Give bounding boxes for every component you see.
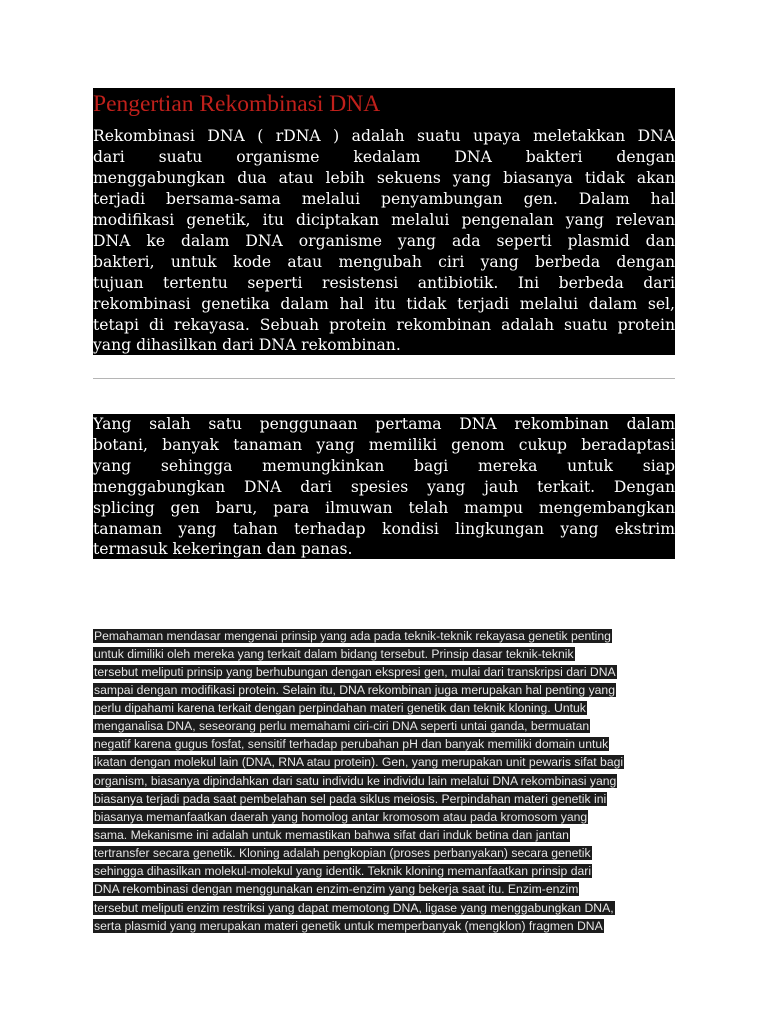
paragraph-line: bakteri, untuk kode atau mengubah ciri yang berbeda dengan [93, 253, 675, 271]
highlighted-text: tertransfer secara genetik. Kloning adalah pengkopian (proses perbanyakan) secara genetik [94, 846, 591, 860]
highlighted-text: tersebut meliputi prinsip yang berhubungan dengan ekspresi gen, mulai dari transkripsi dari DNA [94, 665, 616, 679]
highlighted-text: untuk dimiliki oleh mereka yang terkait dalam bidang tersebut. Prinsip dasar teknik-teknik [94, 647, 574, 661]
paragraph-line: modifikasi genetik, itu diciptakan melalui pengenalan yang relevan [93, 211, 675, 229]
paragraph-line [93, 664, 617, 681]
highlighted-text: Pemahaman mendasar mengenai prinsip yang ada pada teknik-teknik rekayasa genetik penting [94, 629, 611, 643]
paragraph-line [93, 718, 590, 735]
highlighted-text: perlu dipahami karena terkait dengan perpindahan materi genetik dan teknik kloning. Untuk [94, 701, 586, 715]
paragraph-line [93, 918, 604, 935]
paragraph-line: botani, banyak tanaman yang memiliki genom cukup beradaptasi [93, 436, 675, 454]
paragraph-line: terjadi bersama-sama melalui penyambungan gen. Dalam hal [93, 190, 675, 208]
highlighted-text: DNA rekombinasi dengan menggunakan enzim-enzim yang bekerja saat itu. Enzim-enzim [94, 882, 579, 896]
paragraph-line [93, 791, 607, 808]
paragraph-line [93, 845, 592, 862]
highlighted-text: sehingga dihasilkan molekul-molekul yang identik. Teknik kloning memanfaatkan prinsip dari [94, 864, 592, 878]
highlighted-text: biasanya terjadi pada saat pembelahan sel pada siklus meiosis. Perpindahan materi genetik ini [94, 792, 607, 806]
highlighted-text: tersebut meliputi enzim restriksi yang dapat memotong DNA, ligase yang menggabungkan DNA, [94, 901, 614, 915]
paragraph-line: menggabungkan DNA dari spesies yang jauh terkait. Dengan [93, 478, 675, 496]
paragraph-line [93, 900, 615, 917]
highlighted-text: ikatan dengan molekul lain (DNA, RNA atau protein). Gen, yang merupakan unit pewaris sifat bagi [94, 755, 624, 769]
paragraph-line: Rekombinasi DNA ( rDNA ) adalah suatu upaya meletakkan DNA [93, 127, 675, 145]
highlighted-text: biasanya memanfaatkan daerah yang homolog antar kromosom atau pada kromosom yang [94, 810, 588, 824]
paragraph-line [93, 700, 587, 717]
horizontal-divider [93, 378, 675, 379]
paragraph-line: tujuan tertentu seperti resistensi antibiotik. Ini berbeda dari [93, 274, 675, 292]
paragraph-line: rekombinasi genetika dalam hal itu tidak terjadi melalui dalam sel, [93, 295, 675, 313]
paragraph-line [93, 773, 617, 790]
section-basic-principles [93, 628, 683, 938]
paragraph-line [93, 863, 592, 880]
paragraph-line [93, 754, 624, 771]
highlighted-text: organism, biasanya dipindahkan dari satu individu ke individu lain melalui DNA rekombinasi yang [94, 774, 617, 788]
paragraph-line [93, 682, 616, 699]
paragraph-line: yang dihasilkan dari DNA rekombinan. [93, 336, 401, 354]
paragraph-line [93, 809, 588, 826]
paragraph-line [93, 881, 579, 898]
paragraph-line: DNA ke dalam DNA organisme yang ada seperti plasmid dan [93, 232, 675, 250]
paragraph-line: termasuk kekeringan dan panas. [93, 540, 353, 558]
paragraph-line: splicing gen baru, para ilmuwan telah mampu mengembangkan [93, 499, 675, 517]
paragraph-line [93, 827, 570, 844]
highlighted-text: sampai dengan modifikasi protein. Selain itu, DNA rekombinan juga merupakan hal penting yang [94, 683, 615, 697]
highlighted-text: negatif karena gugus fosfat, sensitif terhadap perubahan pH dan banyak memiliki domain untuk [94, 737, 609, 751]
paragraph-line: tanaman yang tahan terhadap kondisi lingkungan yang ekstrim [93, 520, 675, 538]
highlighted-text: menganalisa DNA, seseorang perlu memahami ciri-ciri DNA seperti untai ganda, bermuatan [94, 719, 590, 733]
paragraph-line: dari suatu organisme kedalam DNA bakteri dengan [93, 148, 675, 166]
paragraph-line: yang sehingga memungkinkan bagi mereka untuk siap [93, 457, 675, 475]
highlighted-text: sama. Mekanisme ini adalah untuk memastikan bahwa sifat dari induk betina dan jantan [94, 828, 569, 842]
highlighted-text: serta plasmid yang merupakan materi genetik untuk memperbanyak (mengklon) fragmen DNA [94, 919, 603, 933]
paragraph-line: menggabungkan dua atau lebih sekuens yang biasanya tidak akan [93, 169, 675, 187]
paragraph-line: Yang salah satu penggunaan pertama DNA rekombinan dalam [93, 415, 675, 433]
paragraph-line [93, 628, 612, 645]
paragraph-line [93, 646, 575, 663]
section-heading: Pengertian Rekombinasi DNA [93, 91, 381, 117]
section-botani-usage [93, 414, 675, 559]
paragraph-line: tetapi di rekayasa. Sebuah protein rekombinan adalah suatu protein [93, 316, 675, 334]
paragraph-line [93, 736, 609, 753]
section-rekombinasi-definition [93, 88, 675, 355]
